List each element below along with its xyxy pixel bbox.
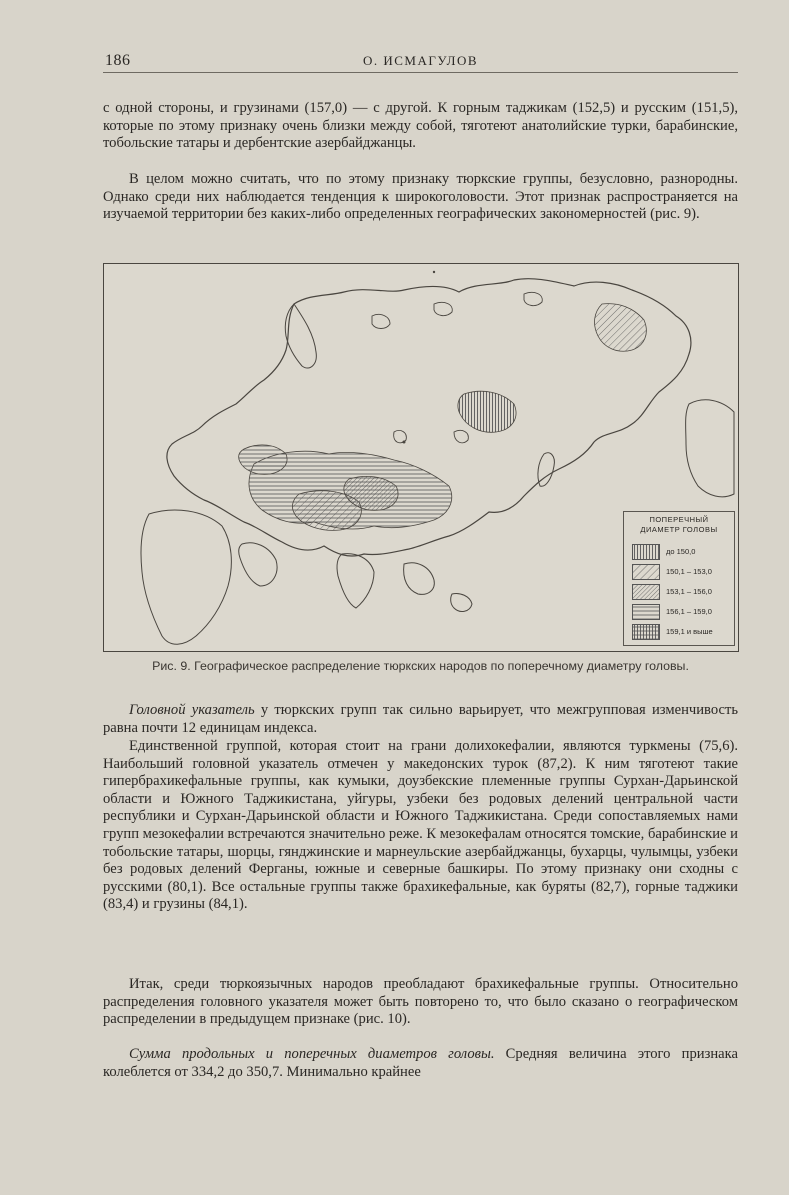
map-legend (623, 511, 735, 646)
paragraph-6 (103, 1046, 738, 1081)
legend-label: 150,1 – 153,0 (666, 567, 712, 576)
legend-item (632, 604, 732, 620)
paragraph-1: с одной стороны, и грузинами (157,0) — с другой. К горным таджикам (152,5) и русским (151,5), которые по этому признаку очень близки между собой, тяготеют анатолийские турки, барабинские, тобольские татары и дербентские азербайджанцы. (103, 100, 738, 152)
page-header (103, 50, 738, 73)
paragraph-5: Итак, среди тюркоязычных народов преобладают брахикефальные группы. Относительно распределения головного указателя может быть повторено то, что было сказано о географическом распределении в предыдущем признаке (рис. 10). (103, 976, 738, 1028)
paragraph-6-text: Средняя величина этого признака колеблется от 334,2 до 350,7. Минимально крайнее (103, 1046, 738, 1080)
legend-label: 159,1 и выше (666, 627, 713, 636)
term-head-index: Головной указатель (129, 702, 255, 718)
legend-swatch-vertical (632, 544, 660, 560)
paragraph-4: Единственной группой, которая стоит на грани долихокефалии, являются туркмены (75,6). Наибольший головной указатель отмечен у македонских турок (87,2). К ним тяготеют такие гипербрахикефальные группы, как кумыки, доузбекские племенные группы Сурхан-Дарьинской области и Южного Таджикистана, уйгуры, узбеки без родовых делений центральной части республики и Сурхан-Дарьинской области и Южного Таджикистана. Среди сопоставляемых нами групп мезокефалии встречаются значительно реже. К мезокефалам относятся томские, барабинские и тобольские татары, шорцы, гянджинские и марнеульские азербайджанцы, бухарцы, чулымцы, узбеки без родовых делений Ферганы, южные и северные башкиры. По этому признаку они сходны с русскими (80,1). Все остальные группы также брахикефальные, как буряты (82,7), горные таджики (83,4) и грузины (84,1). (103, 738, 738, 913)
paragraph-3 (103, 702, 738, 737)
legend-title-line1: ПОПЕРЕЧНЫЙ (649, 515, 709, 524)
legend-swatch-diag-dense (632, 584, 660, 600)
legend-item (632, 624, 732, 640)
figure-map (103, 263, 739, 652)
figure-caption: Рис. 9. Географическое распределение тюркских народов по поперечному диаметру головы. (152, 659, 689, 673)
legend-item (632, 544, 732, 560)
legend-swatch-solid-lines (632, 624, 660, 640)
legend-item (632, 564, 732, 580)
legend-swatch-horizontal (632, 604, 660, 620)
paragraph-2: В целом можно считать, что по этому признаку тюркские группы, безусловно, разнородны. Однако среди них наблюдается тенденция к широкоголовости. Этот признак распространяется на изучаемой территории без каких-либо определенных географических закономерностей (рис. 9). (103, 171, 738, 223)
paragraph-3-text: у тюркских групп так сильно варьирует, что межгрупповая изменчивость равна почти 12 единицам индекса. (103, 702, 738, 736)
legend-item (632, 584, 732, 600)
legend-label: 156,1 – 159,0 (666, 607, 712, 616)
legend-label: до 150,0 (666, 547, 696, 556)
legend-swatch-diag-sparse (632, 564, 660, 580)
term-head-sum: Сумма продольных и поперечных диаметров головы. (129, 1046, 495, 1062)
running-head: О. ИСМАГУЛОВ (362, 53, 479, 68)
legend-label: 153,1 – 156,0 (666, 587, 712, 596)
page-number: 186 (105, 52, 131, 69)
legend-title-line2: ДИАМЕТР ГОЛОВЫ (640, 525, 718, 534)
